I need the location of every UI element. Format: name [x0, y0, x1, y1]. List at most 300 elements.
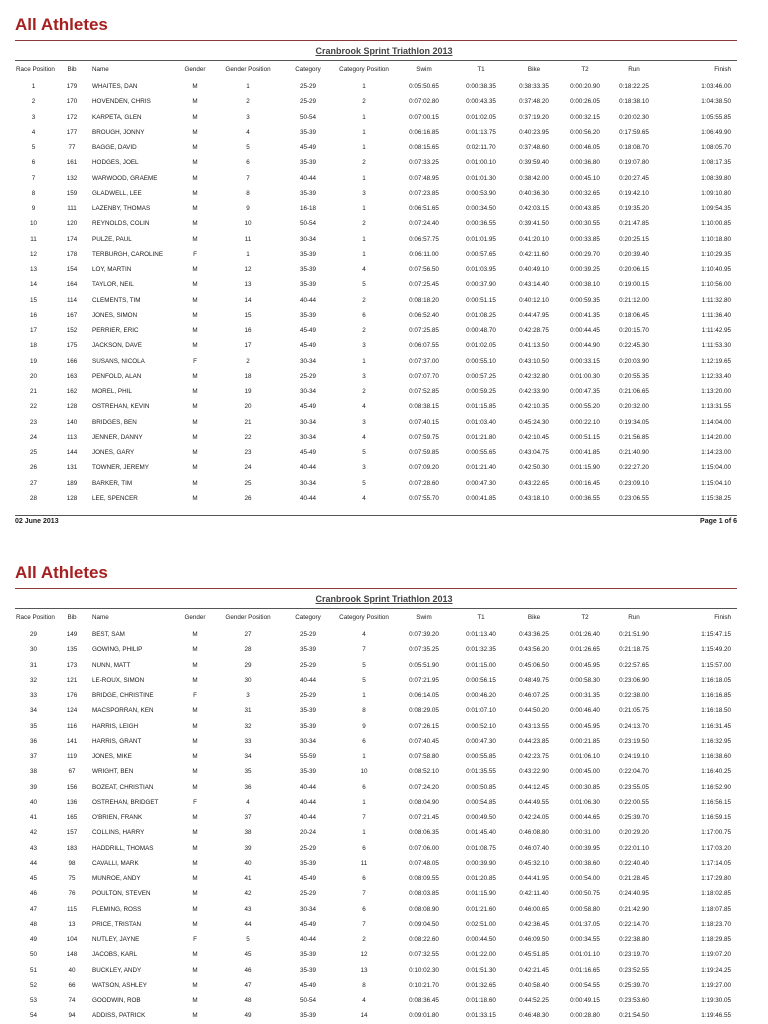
- cell-t2: 0:01:06.10: [570, 753, 600, 760]
- cell-swim: 0:07:25.85: [409, 327, 439, 334]
- cell-run: 0:17:59.65: [619, 128, 649, 136]
- cell-race-position: 33: [29, 692, 37, 699]
- table-row: [0, 750, 768, 764]
- cell-race-position: 28: [29, 494, 37, 502]
- cell-race-position: 15: [29, 296, 37, 304]
- cell-gender: M: [192, 631, 198, 638]
- cell-t2: 0:00:36.55: [570, 494, 600, 502]
- cell-category-position: 2: [362, 220, 366, 228]
- page-heading: All Athletes: [15, 563, 108, 582]
- cell-gender: M: [192, 220, 198, 228]
- cell-gender: M: [192, 875, 198, 882]
- cell-finish: 1:16:52.90: [701, 783, 731, 791]
- cell-category: 35-39: [299, 966, 317, 974]
- table-row: [0, 887, 768, 901]
- cell-category: 35-39: [299, 768, 317, 776]
- cell-t2: 0:00:58.30: [570, 676, 600, 684]
- cell-category-position: 6: [362, 905, 366, 913]
- cell-gender-position: 4: [246, 798, 250, 806]
- cell-finish: 1:10:40.95: [701, 266, 731, 273]
- cell-category-position: 4: [362, 631, 366, 638]
- cell-race-position: 26: [29, 464, 37, 472]
- cell-race-position: 12: [29, 250, 37, 258]
- cell-gender: M: [192, 890, 198, 898]
- cell-t1: 0:00:41.85: [466, 494, 496, 502]
- cell-name: REYNOLDS, COLIN: [92, 220, 150, 228]
- cell-finish: 1:17:29.80: [701, 875, 731, 882]
- cell-finish: 1:15:38.25: [701, 494, 731, 502]
- cell-category: 30-34: [299, 418, 317, 426]
- cell-name: BAGGE, DAVID: [92, 144, 137, 151]
- cell-race-position: 36: [29, 737, 37, 745]
- table-row: [0, 141, 768, 155]
- cell-name: HOVENDEN, CHRIS: [92, 98, 151, 106]
- cell-run: 0:19:35.20: [619, 205, 649, 212]
- cell-category-position: 6: [362, 737, 366, 745]
- cell-name: WARWOOD, GRAEME: [92, 174, 158, 182]
- cell-category: 35-39: [299, 266, 317, 273]
- cell-bib: 77: [68, 144, 76, 151]
- cell-bib: 104: [66, 936, 78, 943]
- cell-bike: 0:44:52.25: [519, 997, 549, 1004]
- cell-race-position: 40: [29, 798, 37, 806]
- cell-gender-position: 7: [246, 174, 250, 182]
- cell-finish: 1:16:18.05: [701, 676, 731, 684]
- cell-swim: 0:07:58.80: [409, 753, 439, 760]
- cell-gender-position: 10: [244, 220, 252, 228]
- cell-t1: 0:00:55.10: [466, 357, 496, 365]
- cell-gender-position: 19: [244, 388, 252, 395]
- cell-name: GOODWIN, ROB: [92, 997, 141, 1004]
- cell-category: 30-34: [299, 737, 317, 745]
- cell-t2: 0:00:32.15: [570, 113, 600, 121]
- cell-t1: 0:00:52.10: [466, 722, 496, 730]
- cell-swim: 0:07:07.70: [409, 372, 439, 380]
- cell-t1: 0:00:37.90: [466, 281, 496, 289]
- cell-gender: M: [192, 342, 198, 350]
- table-row: [0, 126, 768, 140]
- table-row: [0, 355, 768, 369]
- cell-swim: 0:08:29.05: [409, 707, 439, 715]
- cell-category-position: 5: [362, 281, 366, 289]
- cell-gender: M: [192, 235, 198, 243]
- cell-t1: 0:00:54.85: [466, 798, 496, 806]
- cell-run: 0:25:39.70: [619, 981, 649, 989]
- cell-gender-position: 30: [244, 676, 252, 684]
- cell-t2: 0:00:28.80: [570, 1012, 600, 1020]
- cell-swim: 0:10:02.30: [409, 966, 439, 974]
- cell-bib: 148: [66, 951, 78, 959]
- cell-category: 25-29: [299, 372, 317, 380]
- cell-gender-position: 2: [246, 357, 250, 365]
- cell-t1: 0:01:08.75: [466, 844, 496, 852]
- cell-bike: 0:42:11.60: [519, 250, 549, 258]
- cell-swim: 0:07:32.55: [409, 951, 439, 959]
- table-row: [0, 294, 768, 308]
- cell-gender: M: [192, 159, 198, 167]
- cell-finish: 1:17:03.20: [701, 844, 731, 852]
- col-category: Category: [295, 66, 321, 73]
- cell-finish: 1:15:57.00: [701, 661, 731, 669]
- cell-t2: 0:00:45.95: [570, 661, 600, 669]
- cell-gender: M: [192, 296, 198, 304]
- cell-category: 35-39: [299, 311, 317, 319]
- cell-t2: 0:00:49.15: [570, 997, 600, 1004]
- cell-race-position: 10: [29, 220, 37, 228]
- cell-t1: 0:01:35.55: [466, 768, 496, 776]
- cell-t1: 0:01:32.65: [466, 981, 496, 989]
- cell-t1: 0:00:38.35: [466, 83, 496, 90]
- cell-race-position: 24: [29, 433, 37, 441]
- cell-swim: 0:07:40.45: [409, 737, 439, 745]
- cell-run: 0:20:25.15: [619, 235, 649, 243]
- cell-name: LOY, MARTIN: [92, 266, 132, 273]
- cell-gender: F: [193, 250, 197, 258]
- cell-name: CAVALLI, MARK: [92, 859, 139, 867]
- cell-t2: 0:00:43.85: [570, 205, 600, 212]
- cell-run: 0:20:03.90: [619, 357, 649, 365]
- col-bike: Bike: [527, 614, 541, 621]
- table-row: [0, 826, 768, 840]
- cell-run: 0:22:14.70: [619, 920, 649, 928]
- cell-run: 0:23:06.55: [619, 494, 649, 502]
- cell-race-position: 7: [31, 174, 36, 182]
- table-row: [0, 857, 768, 871]
- table-row: [0, 918, 768, 932]
- cell-t1: 0:00:57.25: [466, 372, 496, 380]
- cell-finish: 1:08:39.80: [701, 174, 731, 182]
- col-gender: Gender: [184, 614, 206, 621]
- page-heading: All Athletes: [15, 15, 108, 34]
- cell-run: 0:22:27.20: [619, 464, 649, 472]
- cell-swim: 0:05:50.65: [409, 83, 439, 90]
- cell-bike: 0:43:10.50: [519, 357, 549, 365]
- cell-finish: 1:19:30.05: [701, 997, 731, 1004]
- cell-race-position: 1: [31, 83, 36, 90]
- cell-run: 0:19:34.05: [619, 418, 649, 426]
- cell-t2: 0:00:56.20: [570, 128, 600, 136]
- cell-category: 35-39: [299, 707, 317, 715]
- cell-gender-position: 22: [244, 433, 252, 441]
- cell-bike: 0:42:33.90: [519, 388, 549, 395]
- cell-swim: 0:07:26.15: [409, 722, 439, 730]
- cell-finish: 1:19:27.00: [701, 981, 731, 989]
- cell-race-position: 43: [29, 844, 37, 852]
- cell-gender-position: 18: [244, 372, 252, 380]
- cell-finish: 1:16:18.50: [701, 707, 731, 715]
- cell-t2: 0:00:30.85: [570, 783, 600, 791]
- cell-run: 0:20:27.45: [619, 174, 649, 182]
- cell-t1: 0:00:49.50: [466, 814, 496, 821]
- table-row: [0, 111, 768, 125]
- cell-t1: 0:01:51.30: [466, 966, 496, 974]
- cell-race-position: 13: [29, 266, 37, 273]
- cell-swim: 0:09:04.50: [409, 920, 439, 928]
- cell-run: 0:20:06.15: [619, 266, 649, 273]
- cell-race-position: 21: [29, 388, 37, 395]
- cell-swim: 0:09:01.80: [409, 1012, 439, 1020]
- cell-swim: 0:08:08.90: [409, 905, 439, 913]
- cell-run: 0:22:04.70: [619, 768, 649, 776]
- cell-gender: M: [192, 372, 198, 380]
- cell-name: HADDRILL, THOMAS: [92, 844, 154, 852]
- cell-race-position: 9: [31, 205, 36, 212]
- cell-swim: 0:07:33.25: [409, 159, 439, 167]
- cell-finish: 1:16:16.85: [701, 692, 731, 699]
- cell-category-position: 11: [360, 859, 368, 867]
- cell-category: 25-29: [299, 844, 317, 852]
- cell-category-position: 2: [362, 388, 366, 395]
- col-swim: Swim: [416, 66, 432, 73]
- cell-run: 0:21:56.85: [619, 433, 649, 441]
- cell-bib: 115: [66, 905, 78, 913]
- cell-bike: 0:39:59.40: [519, 159, 549, 167]
- cell-gender: M: [192, 966, 198, 974]
- cell-category: 25-29: [299, 661, 317, 669]
- cell-gender-position: 13: [244, 281, 252, 289]
- cell-bib: 152: [66, 327, 78, 334]
- table-row: [0, 461, 768, 475]
- cell-t1: 0:00:57.65: [466, 250, 496, 258]
- cell-name: ADDISS, PATRICK: [92, 1012, 146, 1020]
- cell-gender: M: [192, 266, 198, 273]
- cell-bib: 124: [66, 707, 78, 715]
- race-title: Cranbrook Sprint Triathlon 2013: [315, 594, 453, 604]
- cell-t2: 0:01:16.65: [570, 966, 600, 974]
- cell-name: COLLINS, HARRY: [92, 829, 145, 837]
- cell-category: 40-44: [299, 676, 317, 684]
- col-t1: T1: [477, 614, 485, 621]
- table-row: [0, 674, 768, 688]
- cell-swim: 0:07:55.70: [409, 494, 439, 502]
- cell-bike: 0:46:08.80: [519, 829, 549, 837]
- cell-race-position: 54: [29, 1012, 37, 1020]
- cell-t1: 0:01:02.05: [466, 342, 496, 350]
- cell-race-position: 3: [31, 113, 36, 121]
- cell-bike: 0:46:07.25: [519, 692, 549, 699]
- cell-t2: 0:00:44.90: [570, 342, 600, 350]
- cell-run: 0:20:32.00: [619, 403, 649, 411]
- col-bib: Bib: [67, 66, 77, 73]
- cell-finish: 1:06:49.90: [701, 128, 731, 136]
- cell-gender-position: 5: [246, 144, 250, 151]
- cell-bib: 164: [66, 281, 78, 289]
- cell-finish: 1:10:29.35: [701, 250, 731, 258]
- cell-t2: 0:00:46.40: [570, 707, 600, 715]
- table-row: [0, 370, 768, 384]
- cell-swim: 0:07:52.85: [409, 388, 439, 395]
- cell-race-position: 38: [29, 768, 37, 776]
- cell-name: FLEMING, ROSS: [92, 905, 142, 913]
- cell-t2: 0:00:34.55: [570, 936, 600, 943]
- cell-category-position: 1: [362, 144, 366, 151]
- cell-run: 0:23:52.55: [619, 966, 649, 974]
- cell-bike: 0:43:18.10: [519, 494, 549, 502]
- cell-t2: 0:00:20.90: [570, 83, 600, 90]
- cell-t2: 0:00:31.35: [570, 692, 600, 699]
- cell-gender-position: 12: [244, 266, 252, 273]
- cell-gender-position: 3: [246, 113, 250, 121]
- cell-gender: M: [192, 661, 198, 669]
- cell-category-position: 7: [362, 814, 366, 821]
- cell-bike: 0:44:47.95: [519, 311, 549, 319]
- cell-race-position: 44: [29, 859, 37, 867]
- cell-category: 40-44: [299, 494, 317, 502]
- col-name: Name: [92, 614, 109, 621]
- cell-swim: 0:08:09.55: [409, 875, 439, 882]
- cell-t1: 0:01:13.40: [466, 631, 496, 638]
- cell-category: 40-44: [299, 296, 317, 304]
- cell-bib: 159: [66, 189, 78, 197]
- cell-gender-position: 4: [246, 128, 250, 136]
- cell-gender: M: [192, 829, 198, 837]
- cell-category: 35-39: [299, 951, 317, 959]
- cell-gender-position: 16: [244, 327, 252, 334]
- cell-t1: 0:01:01.30: [466, 174, 496, 182]
- cell-bib: 114: [66, 296, 78, 304]
- cell-finish: 1:14:23.00: [701, 449, 731, 456]
- cell-race-position: 31: [29, 661, 37, 669]
- cell-t2: 0:00:32.65: [570, 189, 600, 197]
- heading-rule: [15, 588, 737, 589]
- cell-gender: M: [192, 753, 198, 760]
- cell-t2: 0:00:50.75: [570, 890, 600, 898]
- cell-category-position: 1: [362, 692, 366, 699]
- cell-bike: 0:42:28.75: [519, 327, 549, 334]
- cell-category-position: 2: [362, 327, 366, 334]
- cell-finish: 1:11:32.80: [701, 296, 731, 304]
- table-row: [0, 948, 768, 962]
- cell-bike: 0:37:48.20: [519, 98, 549, 106]
- cell-category-position: 2: [362, 936, 366, 943]
- cell-t1: 0:01:01.95: [466, 235, 496, 243]
- cell-name: WATSON, ASHLEY: [92, 981, 147, 989]
- table-row: [0, 431, 768, 445]
- cell-category: 45-49: [299, 342, 317, 350]
- cell-finish: 1:10:00.85: [701, 220, 731, 228]
- cell-run: 0:21:40.90: [619, 449, 649, 456]
- cell-t1: 0:01:08.25: [466, 311, 496, 319]
- cell-bike: 0:43:04.75: [519, 449, 549, 456]
- cell-gender: M: [192, 403, 198, 411]
- table-row: [0, 933, 768, 947]
- cell-name: TOWNER, JEREMY: [92, 464, 149, 472]
- cell-gender-position: 24: [244, 464, 252, 472]
- cell-finish: 1:17:00.75: [701, 829, 731, 837]
- cell-category: 30-34: [299, 433, 317, 441]
- cell-run: 0:23:06.90: [619, 676, 649, 684]
- cell-name: PERRIER, ERIC: [92, 327, 139, 334]
- cell-bike: 0:38:33.35: [519, 83, 549, 90]
- cell-run: 0:20:15.70: [619, 327, 649, 334]
- table-row: [0, 704, 768, 718]
- cell-swim: 0:07:28.60: [409, 479, 439, 487]
- cell-bike: 0:44:12.45: [519, 783, 549, 791]
- cell-gender: M: [192, 920, 198, 928]
- cell-gender: M: [192, 388, 198, 395]
- cell-category-position: 1: [362, 113, 366, 121]
- cell-gender-position: 42: [244, 890, 252, 898]
- cell-name: TAYLOR, NEIL: [92, 281, 134, 289]
- cell-name: GOWING, PHILIP: [92, 646, 143, 654]
- cell-bike: 0:48:49.75: [519, 676, 549, 684]
- col-bib: Bib: [67, 614, 77, 621]
- cell-race-position: 2: [31, 98, 36, 106]
- cell-name: WHAITES, DAN: [92, 83, 138, 90]
- cell-swim: 0:07:06.00: [409, 844, 439, 852]
- cell-category-position: 2: [362, 296, 366, 304]
- cell-category: 40-44: [299, 798, 317, 806]
- cell-name: BROUGH, JONNY: [92, 128, 145, 136]
- cell-race-position: 6: [31, 159, 36, 167]
- cell-race-position: 29: [29, 631, 37, 638]
- cell-bike: 0:42:23.75: [519, 753, 549, 760]
- cell-category: 45-49: [299, 403, 317, 411]
- cell-t1: 0:01:15.90: [466, 890, 496, 898]
- cell-bib: 154: [66, 266, 78, 273]
- cell-race-position: 4: [31, 128, 36, 136]
- cell-category-position: 3: [362, 342, 366, 350]
- cell-bike: 0:43:13.55: [519, 722, 549, 730]
- cell-bike: 0:45:24.30: [519, 418, 549, 426]
- cell-bike: 0:42:36.45: [519, 920, 549, 928]
- cell-finish: 1:09:54.35: [701, 205, 731, 212]
- cell-t1: 0:01:45.40: [466, 829, 496, 837]
- cell-gender-position: 3: [246, 692, 250, 699]
- cell-gender: M: [192, 113, 198, 121]
- cell-gender-position: 49: [244, 1012, 252, 1020]
- cell-bike: 0:39:41.50: [519, 220, 549, 228]
- table-row: [0, 477, 768, 491]
- cell-bike: 0:43:22.90: [519, 768, 549, 776]
- cell-category-position: 1: [362, 83, 366, 90]
- cell-bib: 189: [66, 479, 78, 487]
- cell-finish: 1:18:23.70: [701, 920, 731, 928]
- cell-race-position: 5: [31, 144, 36, 151]
- cell-finish: 1:19:46.55: [701, 1012, 731, 1020]
- cell-category: 35-39: [299, 281, 317, 289]
- cell-gender: F: [193, 357, 197, 365]
- cell-swim: 0:08:06.35: [409, 829, 439, 837]
- cell-run: 0:21:12.00: [619, 296, 649, 304]
- cell-t2: 0:00:30.55: [570, 220, 600, 228]
- cell-name: BRIDGES, BEN: [92, 418, 137, 426]
- cell-run: 0:21:18.75: [619, 646, 649, 654]
- table-row: [0, 416, 768, 430]
- cell-category-position: 3: [362, 372, 366, 380]
- cell-t2: 0:01:01.10: [570, 951, 600, 959]
- cell-t1: 0:01:13.75: [466, 128, 496, 136]
- cell-swim: 0:07:21.95: [409, 676, 439, 684]
- col-t1: T1: [477, 66, 485, 73]
- cell-gender-position: 38: [244, 829, 252, 837]
- cell-bike: 0:42:10.35: [519, 403, 549, 411]
- col-name: Name: [92, 66, 109, 73]
- cell-gender-position: 8: [246, 189, 250, 197]
- cell-gender-position: 37: [244, 814, 252, 821]
- cell-bib: 144: [66, 449, 78, 456]
- cell-bib: 167: [66, 311, 78, 319]
- cell-gender: M: [192, 311, 198, 319]
- cell-race-position: 48: [29, 920, 37, 928]
- cell-category-position: 8: [362, 981, 366, 989]
- cell-gender: M: [192, 737, 198, 745]
- cell-category: 30-34: [299, 235, 317, 243]
- cell-run: 0:18:06.45: [619, 311, 649, 319]
- cell-run: 0:20:29.20: [619, 829, 649, 837]
- cell-run: 0:25:39.70: [619, 814, 649, 821]
- cell-race-position: 25: [29, 449, 37, 456]
